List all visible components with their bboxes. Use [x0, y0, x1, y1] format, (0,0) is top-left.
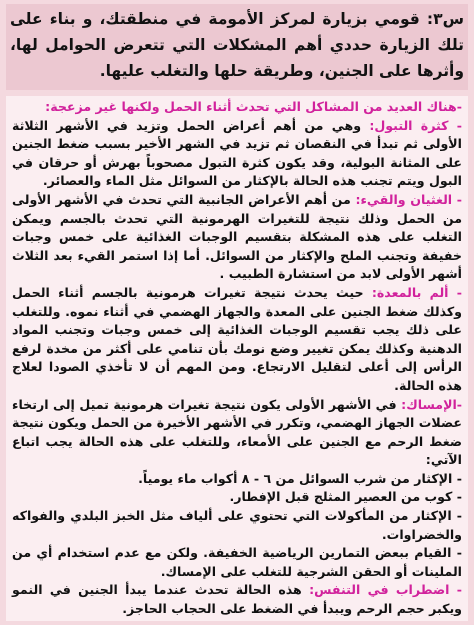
tip-item: - الإكثار من شرب السوائل من ٦ - ٨ أكواب ماء يومياً. [138, 470, 462, 486]
problem-heading: - الغثيان والقيء: [355, 191, 462, 207]
problem-heading: - كثرة التبول: [369, 117, 462, 133]
problem-text: هذه الحالة تحدث عندما يبدأ الجنين في النمو ويكبر حجم الرحم ويبدأ في الضغط على الحجاب الحاجز. [12, 582, 462, 617]
tip-item: - الإكثار من المأكولات التي تحتوي على ألياف مثل الخبز البلدي والفواكه والخضراوات. [12, 508, 462, 542]
answer-box [6, 96, 468, 621]
problem-text: من أهم الأعراض الجانبية التي تحدث في الأشهر الأولى من الحمل وذلك نتيجة للتغيرات الهرمونية التي تحدث بالجسم ويمكن التغلب على هذه المشكلة بتقسيم الوجبات الغذائية على خمس وجبات خفيفة وتجنب الملح والإكثار من السوائل. أما إذا استمر القيء بعد الثلاث أشهر الأولى لابد من استشارة الطبيب . [12, 191, 462, 282]
question-text: س٣: قومي بزيارة لمركز الأمومة في منطقتك، و بناء على تلك الزيارة حددي أهم المشكلات التي تتعرض الحوامل لها، وأثرها على الجنين، وطريقة حلها والتغلب عليها. [10, 10, 464, 80]
problem-stomach-pain [12, 284, 462, 396]
problem-text: وهي من أهم أعراض الحمل وتزيد في الأشهر الثلاثة الأولى ثم تبدأ في النقصان ثم تزيد في الشهر الأخير بسبب ضغط الجنين على المثانة البولية، وقد يكون كثرة التبول مصحوباً بهرش أو حرقان في البول ويتم تجنب هذه الحالة بالإكثار من السوائل مثل الماء والعصائر. [12, 117, 462, 189]
problem-text: في الأشهر الأولى يكون نتيجة تغيرات هرمونية تميل إلى ارتخاء عضلات الجهاز الهضمي، وتكرر في الأشهر الأخيرة من الحمل ويكون نتيجة ضغط الرحم مع الجنين على الأمعاء، وللتغلب على هذه الحالة يجب اتباع الآتي: [12, 396, 462, 468]
tip-item: - القيام ببعض التمارين الرياضية الخفيفة. ولكن مع عدم استخدام أي من الملينات أو الحقن الشرجية للتغلب على الإمساك. [12, 545, 462, 579]
problem-constipation [12, 396, 462, 470]
problem-nausea [12, 191, 462, 284]
problem-heading: - ألم بالمعدة: [371, 284, 462, 300]
problem-heading: - اضطراب في التنفس: [309, 582, 462, 598]
answer-intro: -هناك العديد من المشاكل التي تحدث أثناء الحمل ولكنها غير مزعجة: [45, 99, 462, 114]
tip-item: - كوب من العصير المثلج قبل الإفطار. [229, 489, 462, 505]
problem-breathing [12, 581, 462, 618]
question-box [6, 4, 468, 90]
problem-frequent-urination [12, 117, 462, 191]
problem-heading: -الإمساك: [401, 396, 462, 412]
problem-text: حيث يحدث نتيجة تغيرات هرمونية بالجسم أثناء الحمل وكذلك ضغط الجنين على المعدة والجهاز الهضمي في أثناء نموه. وللتغلب على ذلك يجب تقسيم الوجبات الغذائية إلى خمس وجبات وتجنب المواد الدهنية وكذلك يمكن تغيير وضع نومك بأن تنامي على أكثر من مخدة لرفع الرأس إلى أعلى لتقليل الارتجاع. ومن المهم أن لا تأخذي الصودا لعلاج هذه الحالة. [12, 284, 462, 393]
